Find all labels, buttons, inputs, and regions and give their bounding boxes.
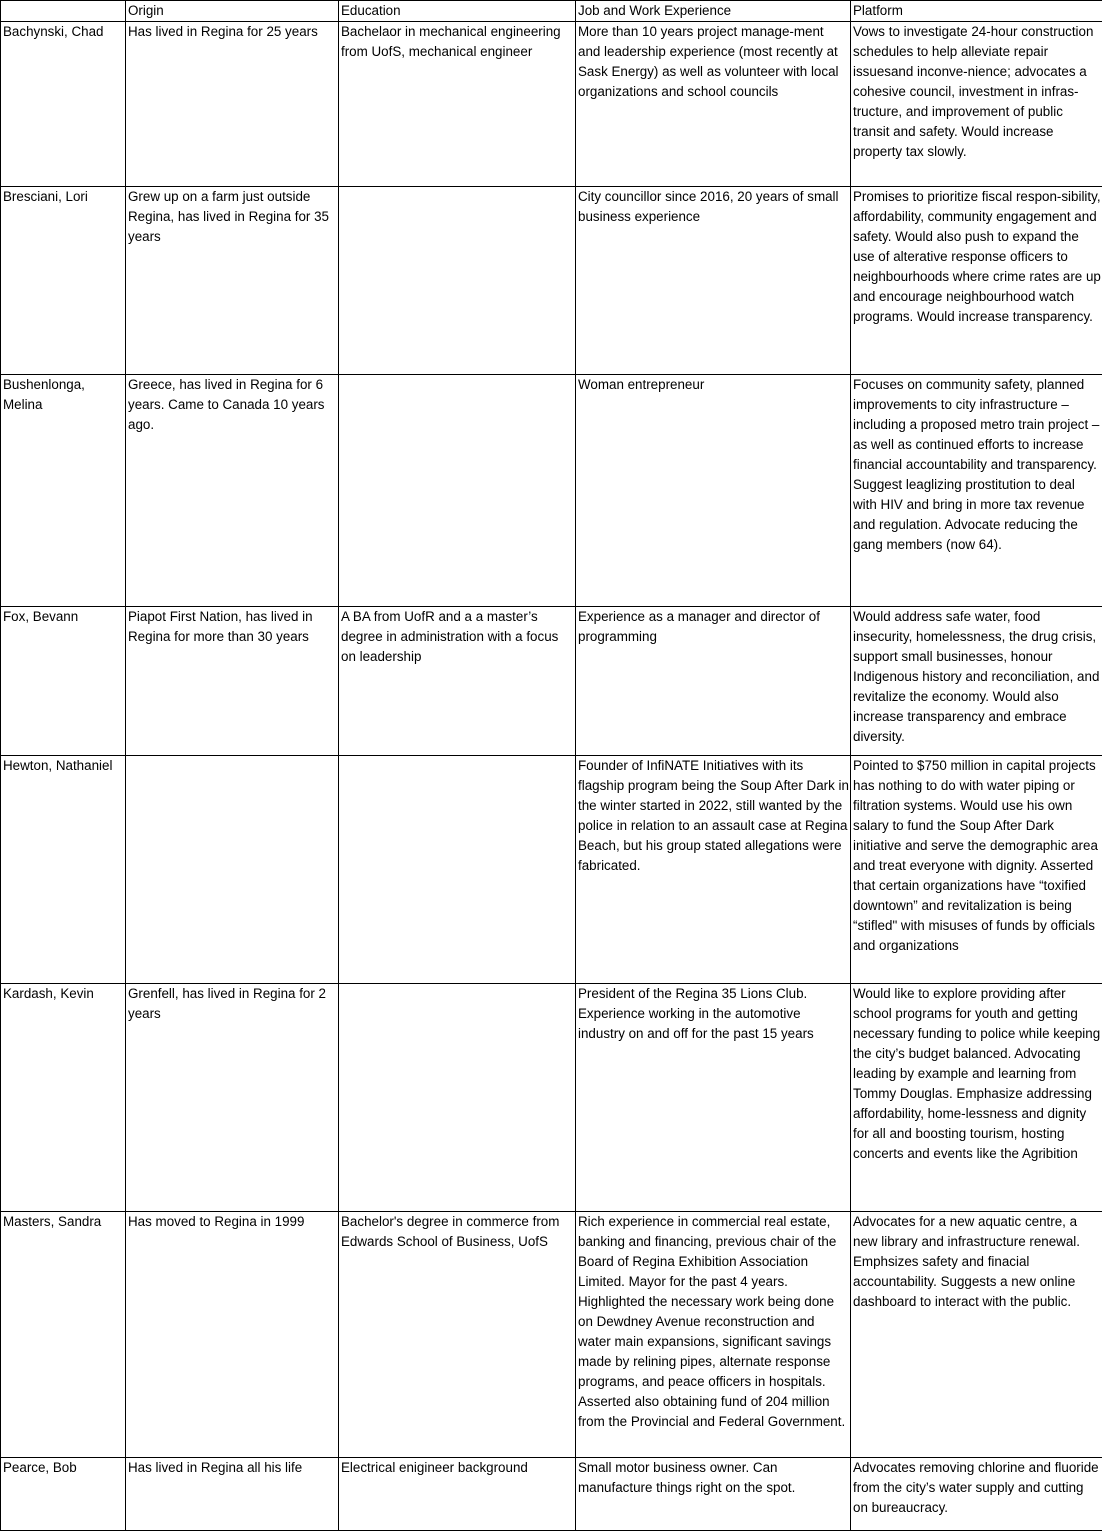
table-row bbox=[1, 607, 1102, 756]
cell-job: Rich experience in commercial real estate, banking and financing, previous chair of the Board of Regina Exhibition Association Limited. Mayor for the past 4 years. Highlighted the necessary work being done on Dewdney Avenue reconstruction and water main expansions, significant savings made by relining pipes, alternate response programs, and peace officers in hospitals. Asserted also obtaining fund of 204 million from the Provincial and Federal Government. bbox=[576, 1212, 851, 1458]
cell-platform: Focuses on community safety, planned improvements to city infrastructure – including a proposed metro train project – as well as continued efforts to increase financial accountability and transparency. Suggest leaglizing prostitution to deal with HIV and bring in more tax revenue and regulation. Advocate reducing the gang members (now 64). bbox=[851, 375, 1102, 607]
cell-platform: Vows to investigate 24-hour construction schedules to help alleviate repair issuesand inconve-nience; advocates a cohesive council, investment in infras-tructure, and improvement of public transit and safety. Would increase property tax slowly. bbox=[851, 22, 1102, 187]
cell-education bbox=[339, 756, 576, 984]
cell-name: Kardash, Kevin bbox=[1, 984, 126, 1212]
cell-job: More than 10 years project manage-ment and leadership experience (most recently at Sask Energy) as well as volunteer with local organizations and school councils bbox=[576, 22, 851, 187]
cell-job: President of the Regina 35 Lions Club. Experience working in the automotive industry on and off for the past 15 years bbox=[576, 984, 851, 1212]
cell-name: Pearce, Bob bbox=[1, 1458, 126, 1531]
cell-name: Hewton, Nathaniel bbox=[1, 756, 126, 984]
cell-education bbox=[339, 375, 576, 607]
table-row bbox=[1, 756, 1102, 984]
table-row bbox=[1, 984, 1102, 1212]
cell-education bbox=[339, 984, 576, 1212]
cell-education: A BA from UofR and a a master’s degree in administration with a focus on leadership bbox=[339, 607, 576, 756]
cell-origin: Greece, has lived in Regina for 6 years. Came to Canada 10 years ago. bbox=[126, 375, 339, 607]
cell-name: Bushenlonga, Melina bbox=[1, 375, 126, 607]
cell-name: Bachynski, Chad bbox=[1, 22, 126, 187]
header-education: Education bbox=[339, 1, 576, 22]
cell-origin: Has lived in Regina all his life bbox=[126, 1458, 339, 1531]
cell-name: Fox, Bevann bbox=[1, 607, 126, 756]
header-job: Job and Work Experience bbox=[576, 1, 851, 22]
header-origin: Origin bbox=[126, 1, 339, 22]
cell-job: Founder of InfiNATE Initiatives with its flagship program being the Soup After Dark in the winter started in 2022, still wanted by the police in relation to an assault case at Regina Beach, but his group stated allegations were fabricated. bbox=[576, 756, 851, 984]
cell-origin: Piapot First Nation, has lived in Regina for more than 30 years bbox=[126, 607, 339, 756]
header-name bbox=[1, 1, 126, 22]
cell-name: Masters, Sandra bbox=[1, 1212, 126, 1458]
cell-platform: Would address safe water, food insecurity, homelessness, the drug crisis, support small businesses, honour Indigenous history and reconciliation, and revitalize the economy. Would also increase transparency and embrace diversity. bbox=[851, 607, 1102, 756]
table-row bbox=[1, 1458, 1102, 1531]
cell-platform: Advocates removing chlorine and fluoride from the city’s water supply and cutting on bureaucracy. bbox=[851, 1458, 1102, 1531]
cell-platform: Promises to prioritize fiscal respon-sibility, affordability, community engagement and safety. Would also push to expand the use of alterative response officers to neighbourhoods where crime rates are up and encourage neighbourhood watch programs. Would increase transparency. bbox=[851, 187, 1102, 375]
cell-origin: Grenfell, has lived in Regina for 2 years bbox=[126, 984, 339, 1212]
cell-origin: Has moved to Regina in 1999 bbox=[126, 1212, 339, 1458]
cell-education bbox=[339, 187, 576, 375]
cell-origin: Grew up on a farm just outside Regina, has lived in Regina for 35 years bbox=[126, 187, 339, 375]
cell-platform: Would like to explore providing after school programs for youth and getting necessary funding to police while keeping the city’s budget balanced. Advocating leading by example and learning from Tommy Douglas. Emphasize addressing affordability, home-lessness and dignity for all and boosting tourism, hosting concerts and events like the Agribition bbox=[851, 984, 1102, 1212]
table-row bbox=[1, 375, 1102, 607]
cell-platform: Advocates for a new aquatic centre, a new library and infrastructure renewal. Emphsizes safety and finacial accountability. Suggests a new online dashboard to interact with the public. bbox=[851, 1212, 1102, 1458]
table-row bbox=[1, 22, 1102, 187]
cell-education: Bachelaor in mechanical engineering from UofS, mechanical engineer bbox=[339, 22, 576, 187]
cell-education: Electrical enigineer background bbox=[339, 1458, 576, 1531]
table-row bbox=[1, 1212, 1102, 1458]
cell-job: Small motor business owner. Can manufacture things right on the spot. bbox=[576, 1458, 851, 1531]
table-row bbox=[1, 187, 1102, 375]
cell-origin bbox=[126, 756, 339, 984]
header-platform: Platform bbox=[851, 1, 1102, 22]
cell-job: City councillor since 2016, 20 years of small business experience bbox=[576, 187, 851, 375]
cell-platform: Pointed to $750 million in capital projects has nothing to do with water piping or filtration systems. Would use his own salary to fund the Soup After Dark initiative and serve the demographic area and treat everyone with dignity. Asserted that certain organizations have “toxified downtown” and revitalization is being “stifled" with misuses of funds by officials and organizations bbox=[851, 756, 1102, 984]
cell-education: Bachelor's degree in commerce from Edwards School of Business, UofS bbox=[339, 1212, 576, 1458]
cell-job: Woman entrepreneur bbox=[576, 375, 851, 607]
cell-job: Experience as a manager and director of programming bbox=[576, 607, 851, 756]
cell-origin: Has lived in Regina for 25 years bbox=[126, 22, 339, 187]
header-row bbox=[1, 1, 1102, 22]
cell-name: Bresciani, Lori bbox=[1, 187, 126, 375]
